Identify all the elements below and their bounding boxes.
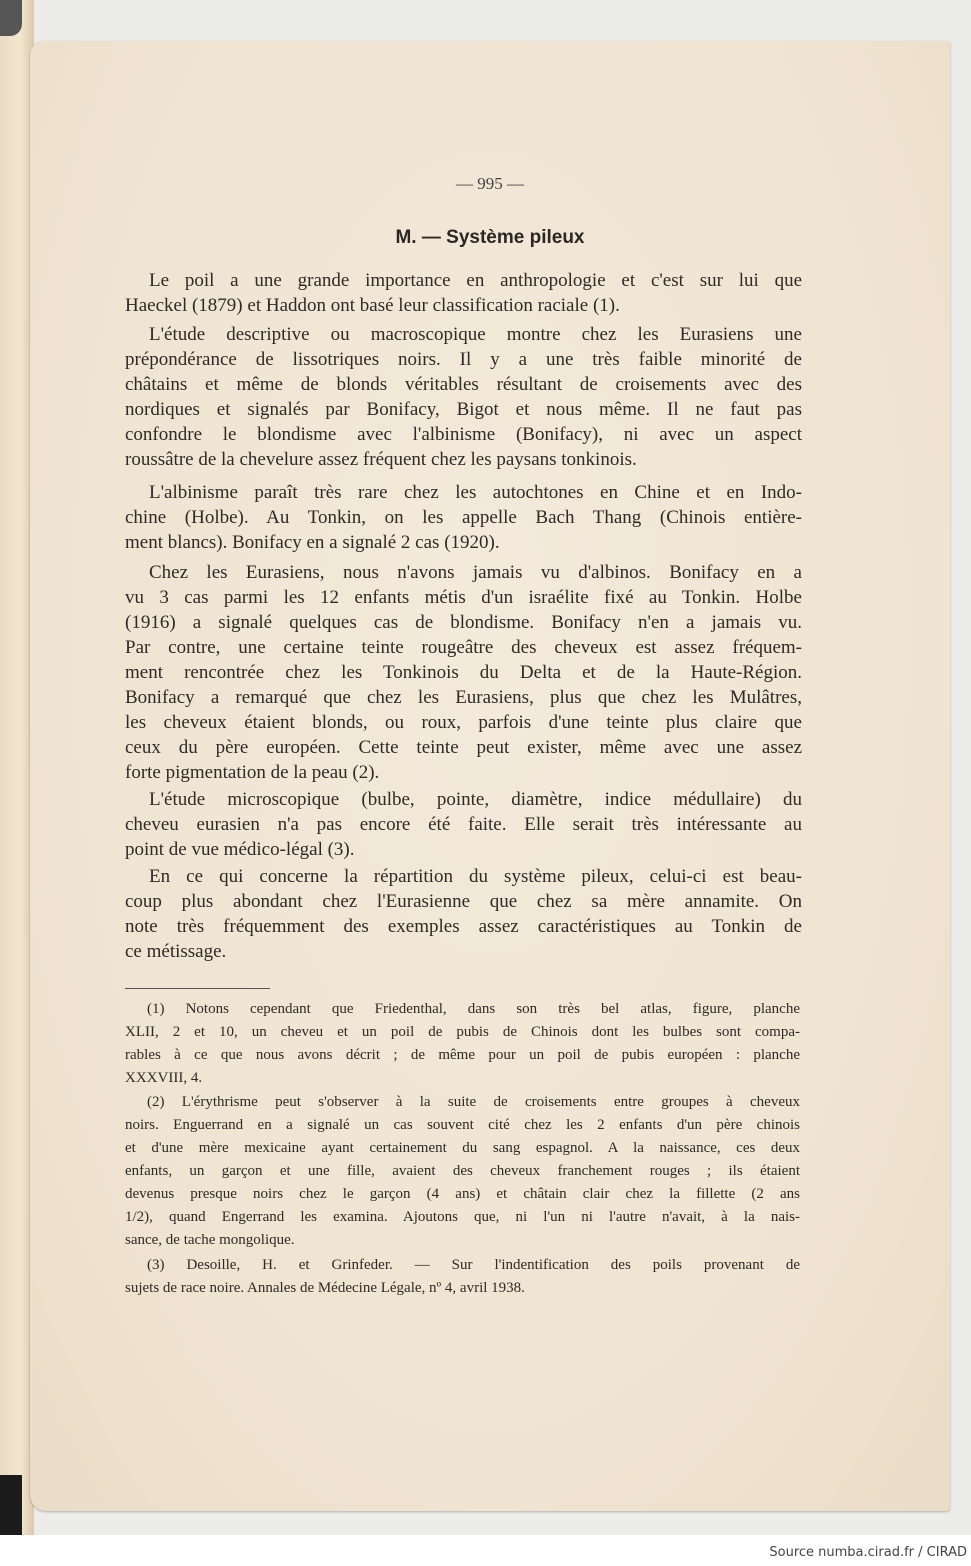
binding-shadow [0, 0, 22, 36]
footnote-line: rables à ce que nous avons décrit ; de même pour un poil de pubis européen : planche [125, 1047, 800, 1063]
text-line: Chez les Eurasiens, nous n'avons jamais vu d'albinos. Bonifacy en a [149, 562, 802, 583]
text-line: coup plus abondant chez l'Eurasienne que chez sa mère annamite. On [125, 891, 802, 912]
text-line: vu 3 cas parmi les 12 enfants métis d'un israélite fixé au Tonkin. Holbe [125, 587, 802, 608]
text-line: ment blancs). Bonifacy en a signalé 2 cas (1920). [125, 532, 500, 553]
footnote-line: sance, de tache mongolique. [125, 1232, 295, 1248]
text-line: L'étude microscopique (bulbe, pointe, diamètre, indice médullaire) du [149, 789, 802, 810]
text-line: L'albinisme paraît très rare chez les autochtones en Chine et en Indo- [149, 482, 802, 503]
text-line: les cheveux étaient blonds, ou roux, parfois d'une teinte plus claire que [125, 712, 802, 733]
footnote [125, 1091, 800, 1252]
text-line: Le poil a une grande importance en anthropologie et c'est sur lui que [149, 270, 802, 291]
page-number: — 995 — [456, 174, 524, 193]
binding-shadow-bottom [0, 1475, 22, 1535]
footnote-line: (2) L'érythrisme peut s'observer à la suite de croisements entre groupes à cheveux [147, 1094, 800, 1110]
text-line: roussâtre de la chevelure assez fréquent chez les paysans tonkinois. [125, 449, 637, 470]
text-line: châtains et même de blonds véritables résultant de croisements avec des [125, 374, 802, 395]
footnote-line: XLII, 2 et 10, un cheveu et un poil de pubis de Chinois dont les bulbes sont compa- [125, 1024, 800, 1040]
footnote [125, 1254, 800, 1300]
body-paragraph [125, 787, 802, 862]
body-paragraph [125, 322, 802, 472]
footnote-line: (3) Desoille, H. et Grinfeder. — Sur l'indentification des poils provenant de [147, 1257, 800, 1273]
text-line: En ce qui concerne la répartition du système pileux, celui-ci est beau- [149, 866, 802, 887]
text-line: Bonifacy a remarqué que chez les Eurasiens, plus que chez les Mulâtres, [125, 687, 802, 708]
text-line: Haeckel (1879) et Haddon ont basé leur classification raciale (1). [125, 295, 620, 316]
text-line: chine (Holbe). Au Tonkin, on les appelle Bach Thang (Chinois entière- [125, 507, 802, 528]
text-line: L'étude descriptive ou macroscopique montre chez les Eurasiens une [149, 324, 802, 345]
book-spine [0, 0, 34, 1535]
footnote-line: enfants, un garçon et une fille, avaient des cheveux franchement rouges ; ils étaient [125, 1163, 800, 1179]
text-line: ceux du père européen. Cette teinte peut exister, même avec une assez [125, 737, 802, 758]
text-line: prépondérance de lissotriques noirs. Il y a une très faible minorité de [125, 349, 802, 370]
body-paragraph [125, 560, 802, 785]
text-line: ce métissage. [125, 941, 227, 962]
footnote-line: 1/2), quand Engerrand les examina. Ajoutons que, ni l'un ni l'autre n'avait, à la nais- [125, 1209, 800, 1225]
footnote-line: XXXVIII, 4. [125, 1070, 203, 1086]
text-line: cheveu eurasien n'a pas encore été faite. Elle serait très intéressante au [125, 814, 802, 835]
footnote-line: devenus presque noirs chez le garçon (4 ans) et châtain clair chez la fillette (2 ans [125, 1186, 800, 1202]
footnote-divider [125, 988, 270, 989]
text-line: forte pigmentation de la peau (2). [125, 762, 380, 783]
text-line: confondre le blondisme avec l'albinisme (Bonifacy), ni avec un aspect [125, 424, 802, 445]
footnote-line: (1) Notons cependant que Friedenthal, dans son très bel atlas, figure, planche [147, 1001, 800, 1017]
footnote-line: noirs. Enguerrand en a signalé un cas souvent cité chez les 2 enfants d'un père chinois [125, 1117, 800, 1133]
footnote [125, 998, 800, 1090]
body-paragraph [125, 864, 802, 964]
section-heading: M. — Système pileux [395, 227, 585, 248]
text-line: nordiques et signalés par Bonifacy, Bigot et nous même. Il ne faut pas [125, 399, 802, 420]
footnote-line: et d'une mère mexicaine ayant certainement du sang espagnol. A la naissance, ces deux [125, 1140, 800, 1156]
body-paragraph [125, 480, 802, 555]
source-credit: Source numba.cirad.fr / CIRAD [769, 1545, 967, 1560]
footnote-line: sujets de race noire. Annales de Médecine Légale, nº 4, avril 1938. [125, 1280, 525, 1296]
text-line: ment rencontrée chez les Tonkinois du Delta et de la Haute-Région. [125, 662, 802, 683]
document-page [30, 41, 950, 1511]
text-line: note très fréquemment des exemples assez caractéristiques au Tonkin de [125, 916, 802, 937]
text-line: point de vue médico-légal (3). [125, 839, 355, 860]
text-line: Par contre, une certaine teinte rougeâtre des cheveux est assez fréquem- [125, 637, 802, 658]
body-paragraph [125, 268, 802, 318]
text-line: (1916) a signalé quelques cas de blondisme. Bonifacy n'en a jamais vu. [125, 612, 802, 633]
